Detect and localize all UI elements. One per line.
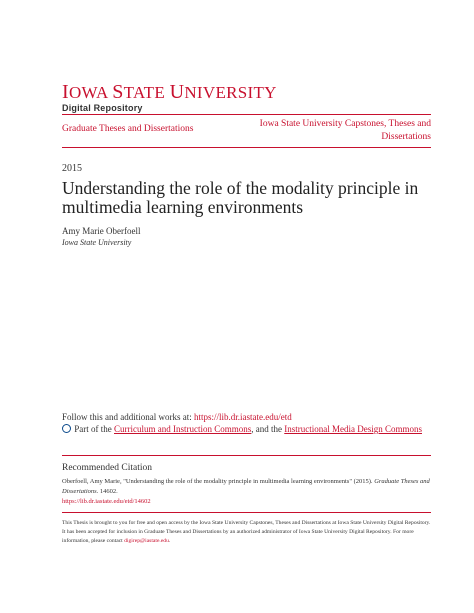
citation-text: Oberfoell, Amy Marie, "Understanding the role of the modality principle in multimedia learning environments" (2015). xyxy=(62,478,375,485)
capstones-link[interactable]: Iowa State University Capstones, Theses and Dissertations xyxy=(259,119,431,142)
curriculum-instruction-link[interactable]: Curriculum and Instruction Commons xyxy=(114,424,252,434)
citation-url-link[interactable]: https://lib.dr.iastate.edu/etd/14602 xyxy=(62,498,151,505)
bepress-network-icon xyxy=(62,424,71,433)
etd-link[interactable]: https://lib.dr.iastate.edu/etd xyxy=(194,412,292,422)
logo-subtitle: Digital Repository xyxy=(62,103,143,113)
logo-title-i: I xyxy=(62,81,69,103)
note-divider xyxy=(62,512,431,513)
logo-title-owa: OWA xyxy=(68,83,113,102)
logo-title-niversity: NIVERSITY xyxy=(184,83,277,102)
citation-number: . 14602. xyxy=(96,488,118,495)
publication-year: 2015 xyxy=(62,163,82,174)
graduate-theses-link[interactable]: Graduate Theses and Dissertations xyxy=(62,124,194,134)
access-note xyxy=(62,519,434,546)
note-text: This Thesis is brought to you for free and open access by the Iowa State University Capstones, Theses and Dissertations at Iowa State University Digital Repository. It has been accepted for inclusion in Graduate Theses and Dissertations by an authorized administrator of Iowa State University Digital Repository. For more information, please contact xyxy=(62,520,431,544)
follow-text: Follow this and additional works at: xyxy=(62,412,194,422)
follow-line xyxy=(62,412,292,422)
logo-title xyxy=(62,83,277,102)
logo-title-u: U xyxy=(169,81,185,103)
citation-body xyxy=(62,477,432,507)
top-divider xyxy=(62,114,431,115)
partof-middle: , and the xyxy=(251,424,285,434)
note-end: . xyxy=(168,538,171,544)
citation-divider xyxy=(62,455,431,456)
isu-logo xyxy=(62,83,277,113)
citation-heading: Recommended Citation xyxy=(62,463,152,473)
paper-title: Understanding the role of the modality principle in multimedia learning environments xyxy=(62,178,419,217)
part-of-commons xyxy=(62,423,434,435)
logo-title-tate: TATE xyxy=(123,83,170,102)
instructional-media-link[interactable]: Instructional Media Design Commons xyxy=(284,424,422,434)
partof-prefix: Part of the xyxy=(74,424,114,434)
author-affiliation: Iowa State University xyxy=(62,238,132,247)
links-divider xyxy=(62,147,431,148)
logo-title-s: S xyxy=(112,81,124,103)
author-name: Amy Marie Oberfoell xyxy=(62,226,141,236)
contact-email-link[interactable]: digirep@iastate.edu xyxy=(124,538,169,544)
citation-series: Graduate Theses and Dissertations xyxy=(62,478,430,495)
